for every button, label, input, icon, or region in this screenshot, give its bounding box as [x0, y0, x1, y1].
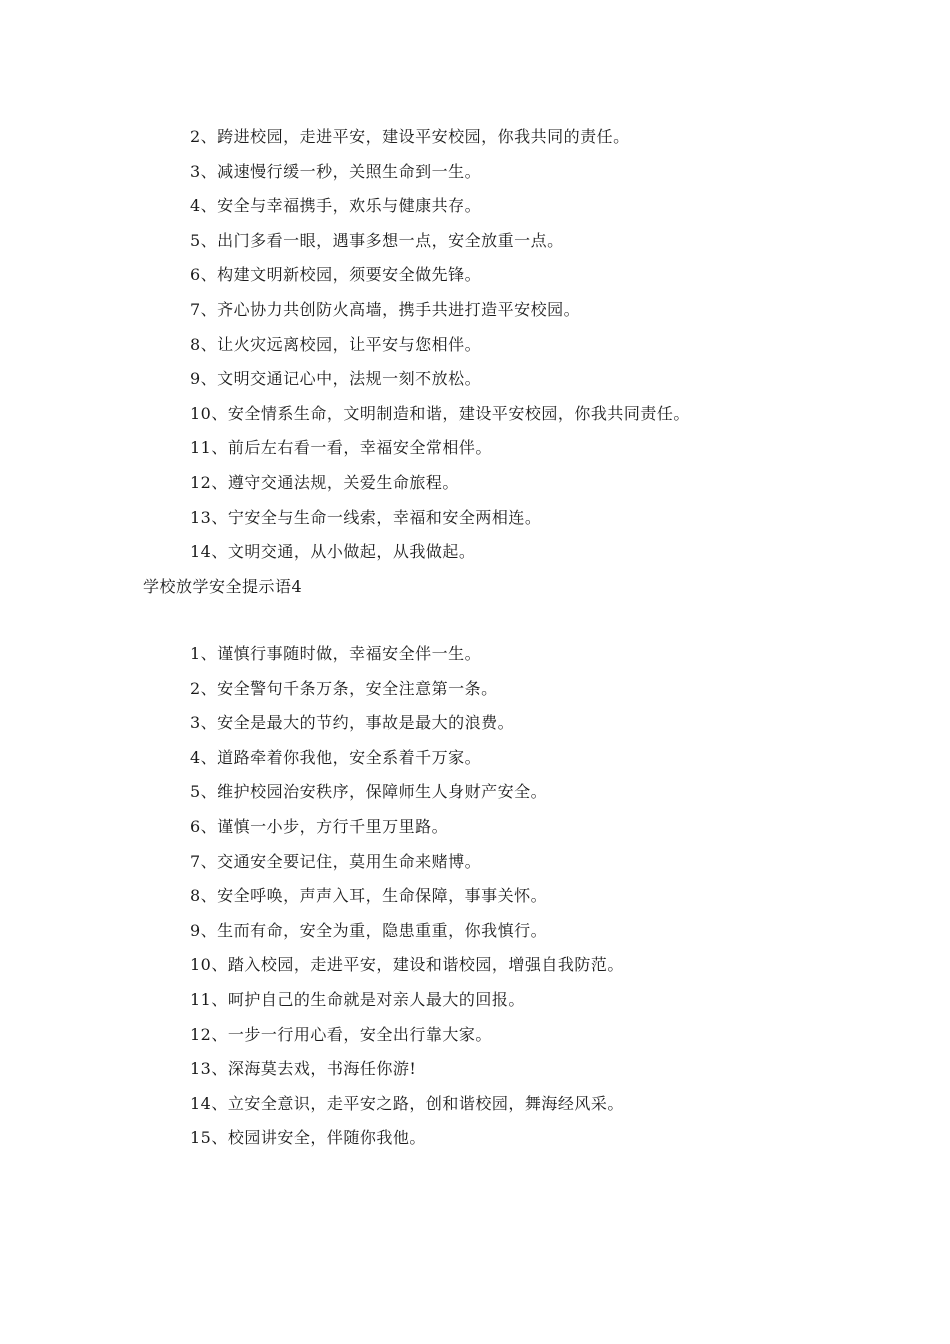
list-item: 11、前后左右看一看，幸福安全常相伴。: [190, 438, 492, 458]
list-item: 8、让火灾远离校园，让平安与您相伴。: [190, 334, 482, 354]
section-heading: 学校放学安全提示语4: [143, 577, 303, 596]
slogan-list-continued: [0, 120, 690, 570]
list-item: 9、生而有命，安全为重，隐患重重，你我慎行。: [190, 920, 548, 940]
list-item: 11、呵护自己的生命就是对亲人最大的回报。: [190, 989, 525, 1009]
list-item: 6、构建文明新校园，须要安全做先锋。: [190, 265, 482, 285]
list-item: 14、文明交通，从小做起，从我做起。: [190, 542, 476, 562]
list-item: 4、安全与幸福携手，欢乐与健康共存。: [190, 196, 482, 216]
slogan-list: [0, 637, 624, 1156]
list-item: 13、宁安全与生命一线索，幸福和安全两相连。: [190, 507, 542, 527]
list-item: 1、谨慎行事随时做，幸福安全伴一生。: [190, 644, 482, 663]
list-item: 14、立安全意识，走平安之路，创和谐校园，舞海经风采。: [190, 1093, 624, 1113]
list-item: 3、减速慢行缓一秒，关照生命到一生。: [190, 161, 482, 181]
list-item: 5、出门多看一眼，遇事多想一点，安全放重一点。: [190, 230, 564, 250]
list-item: 2、跨进校园，走进平安，建设平安校园，你我共同的责任。: [190, 127, 630, 146]
list-item: 10、安全情系生命，文明制造和谐，建设平安校园，你我共同责任。: [190, 403, 690, 423]
list-item: 4、道路牵着你我他，安全系着千万家。: [190, 747, 482, 767]
list-item: 13、深海莫去戏，书海任你游!: [190, 1059, 417, 1079]
list-item: 9、文明交通记心中，法规一刻不放松。: [190, 369, 482, 389]
list-item: 6、谨慎一小步，方行千里万里路。: [190, 816, 449, 836]
list-item: 12、一步一行用心看，安全出行靠大家。: [190, 1024, 492, 1044]
list-item: 8、安全呼唤，声声入耳，生命保障，事事关怀。: [190, 886, 548, 906]
list-item: 7、齐心协力共创防火高墙，携手共进打造平安校园。: [190, 299, 581, 319]
list-item: 7、交通安全要记住，莫用生命来赌博。: [190, 851, 482, 871]
list-item: 2、安全警句千条万条，安全注意第一条。: [190, 678, 498, 698]
list-item: 3、安全是最大的节约，事故是最大的浪费。: [190, 713, 515, 733]
list-item: 12、遵守交通法规，关爱生命旅程。: [190, 472, 459, 492]
list-item: 15、校园讲安全，伴随你我他。: [190, 1128, 426, 1148]
list-item: 10、踏入校园，走进平安，建设和谐校园，增强自我防范。: [190, 955, 624, 975]
list-item: 5、维护校园治安秩序，保障师生人身财产安全。: [190, 782, 548, 802]
